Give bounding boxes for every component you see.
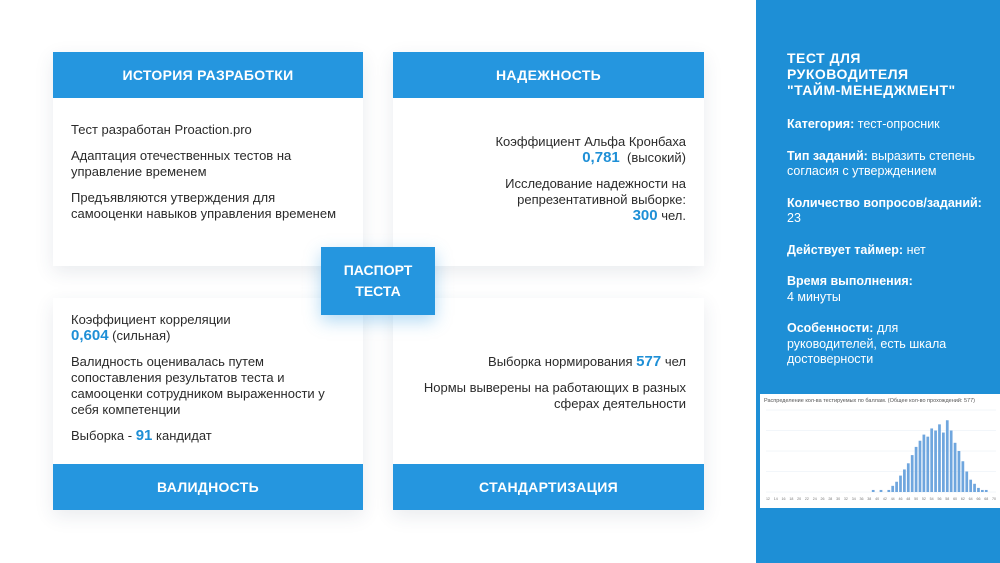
validity-desc: Валидность оценивалась путем сопоставления результатов теста и самооценки сотрудником выраженности у себя компетенции [71,354,325,417]
passport-line: ПАСПОРТ [343,262,413,278]
x-tick-label: 56 [937,497,942,501]
info-item [787,117,987,133]
info-value: 23 [787,211,801,225]
info-key: Количество вопросов/заданий: [787,195,982,210]
info-value: тест-опросник [857,117,940,131]
histogram-bar [934,431,937,493]
x-tick-label: 60 [953,497,958,501]
x-tick-label: 46 [898,497,903,501]
chart-title: Распределение кол-ва тестируемых по баллам. (Общее кол-во прохождений: 577) [764,398,975,404]
histogram-bar [954,443,957,492]
sample-label: Выборка - [71,428,133,443]
study-unit: чел. [661,208,686,223]
corr-label: Коэффициент корреляции [71,312,231,327]
history-line: Адаптация отечественных тестов на управление временем [71,148,292,179]
x-tick-label: 68 [984,497,989,501]
reliability-card [393,52,704,266]
info-item [787,274,987,305]
x-tick-label: 42 [882,497,887,501]
test-title [787,50,992,98]
histogram-bar [887,490,890,492]
history-line: Предъявляются утверждения для самооценки навыков управления временем [71,190,337,221]
alpha-value: 0,781 [582,149,620,166]
histogram-bar [872,490,875,492]
histogram-bar [930,428,933,492]
alpha-label: Коэффициент Альфа Кронбаха [495,134,686,149]
standard-body [393,354,704,412]
histogram-bar [942,433,945,492]
histogram-bar [899,476,902,492]
x-tick-label: 32 [843,497,848,501]
standard-card [393,298,704,510]
histogram-bar [923,435,926,492]
info-item [787,321,987,368]
sample-unit: кандидат [156,428,212,443]
x-tick-label: 62 [960,497,965,501]
histogram-bar [895,482,898,492]
test-info-list [787,117,987,384]
histogram-bar [907,463,910,492]
x-tick-label: 40 [875,497,880,501]
x-tick-label: 30 [836,497,841,501]
histogram-bar [946,420,949,492]
histogram-bar [977,488,980,492]
info-item [787,196,987,227]
norm-sample-unit: чел [664,354,686,369]
x-tick-label: 70 [992,497,997,501]
study-label: Исследование надежности на репрезентативной выборке: [505,176,686,207]
passport-badge [321,247,435,315]
histogram-bar [926,437,929,492]
x-tick-label: 24 [812,497,817,501]
histogram-bar [915,447,918,492]
info-key: Категория: [787,117,855,131]
info-value: 4 минуты [787,289,841,304]
x-tick-label: 44 [890,497,895,501]
x-tick-label: 34 [851,497,856,501]
histogram-bar [919,441,922,492]
x-tick-label: 14 [773,497,778,501]
validity-title: ВАЛИДНОСТЬ [53,464,363,510]
info-value: выразить степень согласия с утверждением [787,148,976,178]
histogram-bar [903,469,906,492]
x-tick-label: 48 [906,497,911,501]
histogram-bar [880,490,883,492]
reliability-title: НАДЕЖНОСТЬ [393,52,704,98]
x-tick-label: 12 [765,497,770,501]
sample-value: 91 [135,427,153,444]
norm-sample-value: 577 [636,353,662,370]
standard-title: СТАНДАРТИЗАЦИЯ [393,464,704,510]
validity-card [53,298,363,510]
chart-svg [760,394,1000,508]
passport-line: ТЕСТА [355,283,401,299]
corr-value: 0,604 [71,327,109,344]
histogram-bar [911,455,914,492]
x-tick-label: 16 [781,497,786,501]
histogram-bar [973,484,976,492]
x-tick-label: 50 [914,497,919,501]
x-tick-label: 22 [804,497,809,501]
norm-sample-label: Выборка нормирования [488,354,633,369]
histogram-bar [962,461,965,492]
histogram-bar [958,451,961,492]
info-key: Время выполнения: [787,274,913,288]
info-value: нет [906,242,926,257]
history-body [53,122,363,232]
x-tick-label: 20 [797,497,802,501]
test-title-line: ТЕСТ ДЛЯ [787,50,861,66]
corr-note: (сильная) [112,328,171,343]
info-item [787,149,987,180]
histogram-bar [950,431,953,493]
reliability-body [393,134,704,224]
norms-text: Нормы выверены на работающих в разных сферах деятельности [423,380,686,411]
x-tick-label: 28 [828,497,833,501]
history-card [53,52,363,266]
test-title-line: "ТАЙМ-МЕНЕДЖМЕНТ" [787,82,956,98]
info-value: для руководителей, есть шкала достоверности [787,321,947,366]
info-key: Особенности: [787,321,874,335]
x-tick-label: 58 [945,497,950,501]
x-tick-label: 54 [929,497,934,501]
histogram-bar [965,472,968,493]
x-tick-label: 36 [859,497,864,501]
info-key: Тип заданий: [787,148,868,163]
x-tick-label: 18 [789,497,794,501]
history-title: ИСТОРИЯ РАЗРАБОТКИ [53,52,363,98]
x-tick-label: 66 [976,497,981,501]
study-value: 300 [632,207,658,224]
histogram-bar [981,490,984,492]
histogram-bar [891,486,894,492]
alpha-note: (высокий) [627,150,686,165]
validity-body [53,312,363,444]
test-title-line: РУКОВОДИТЕЛЯ [787,66,909,82]
x-tick-label: 38 [867,497,872,501]
histogram-bar [985,490,988,492]
info-key: Действует таймер: [787,242,904,257]
x-tick-label: 64 [968,497,973,501]
histogram-bar [969,480,972,492]
histogram-bar [938,424,941,492]
history-line: Тест разработан Proaction.pro [71,122,252,137]
score-distribution-chart [760,394,1000,508]
x-tick-label: 52 [921,497,926,501]
x-tick-label: 26 [820,497,825,501]
info-item [787,243,987,259]
